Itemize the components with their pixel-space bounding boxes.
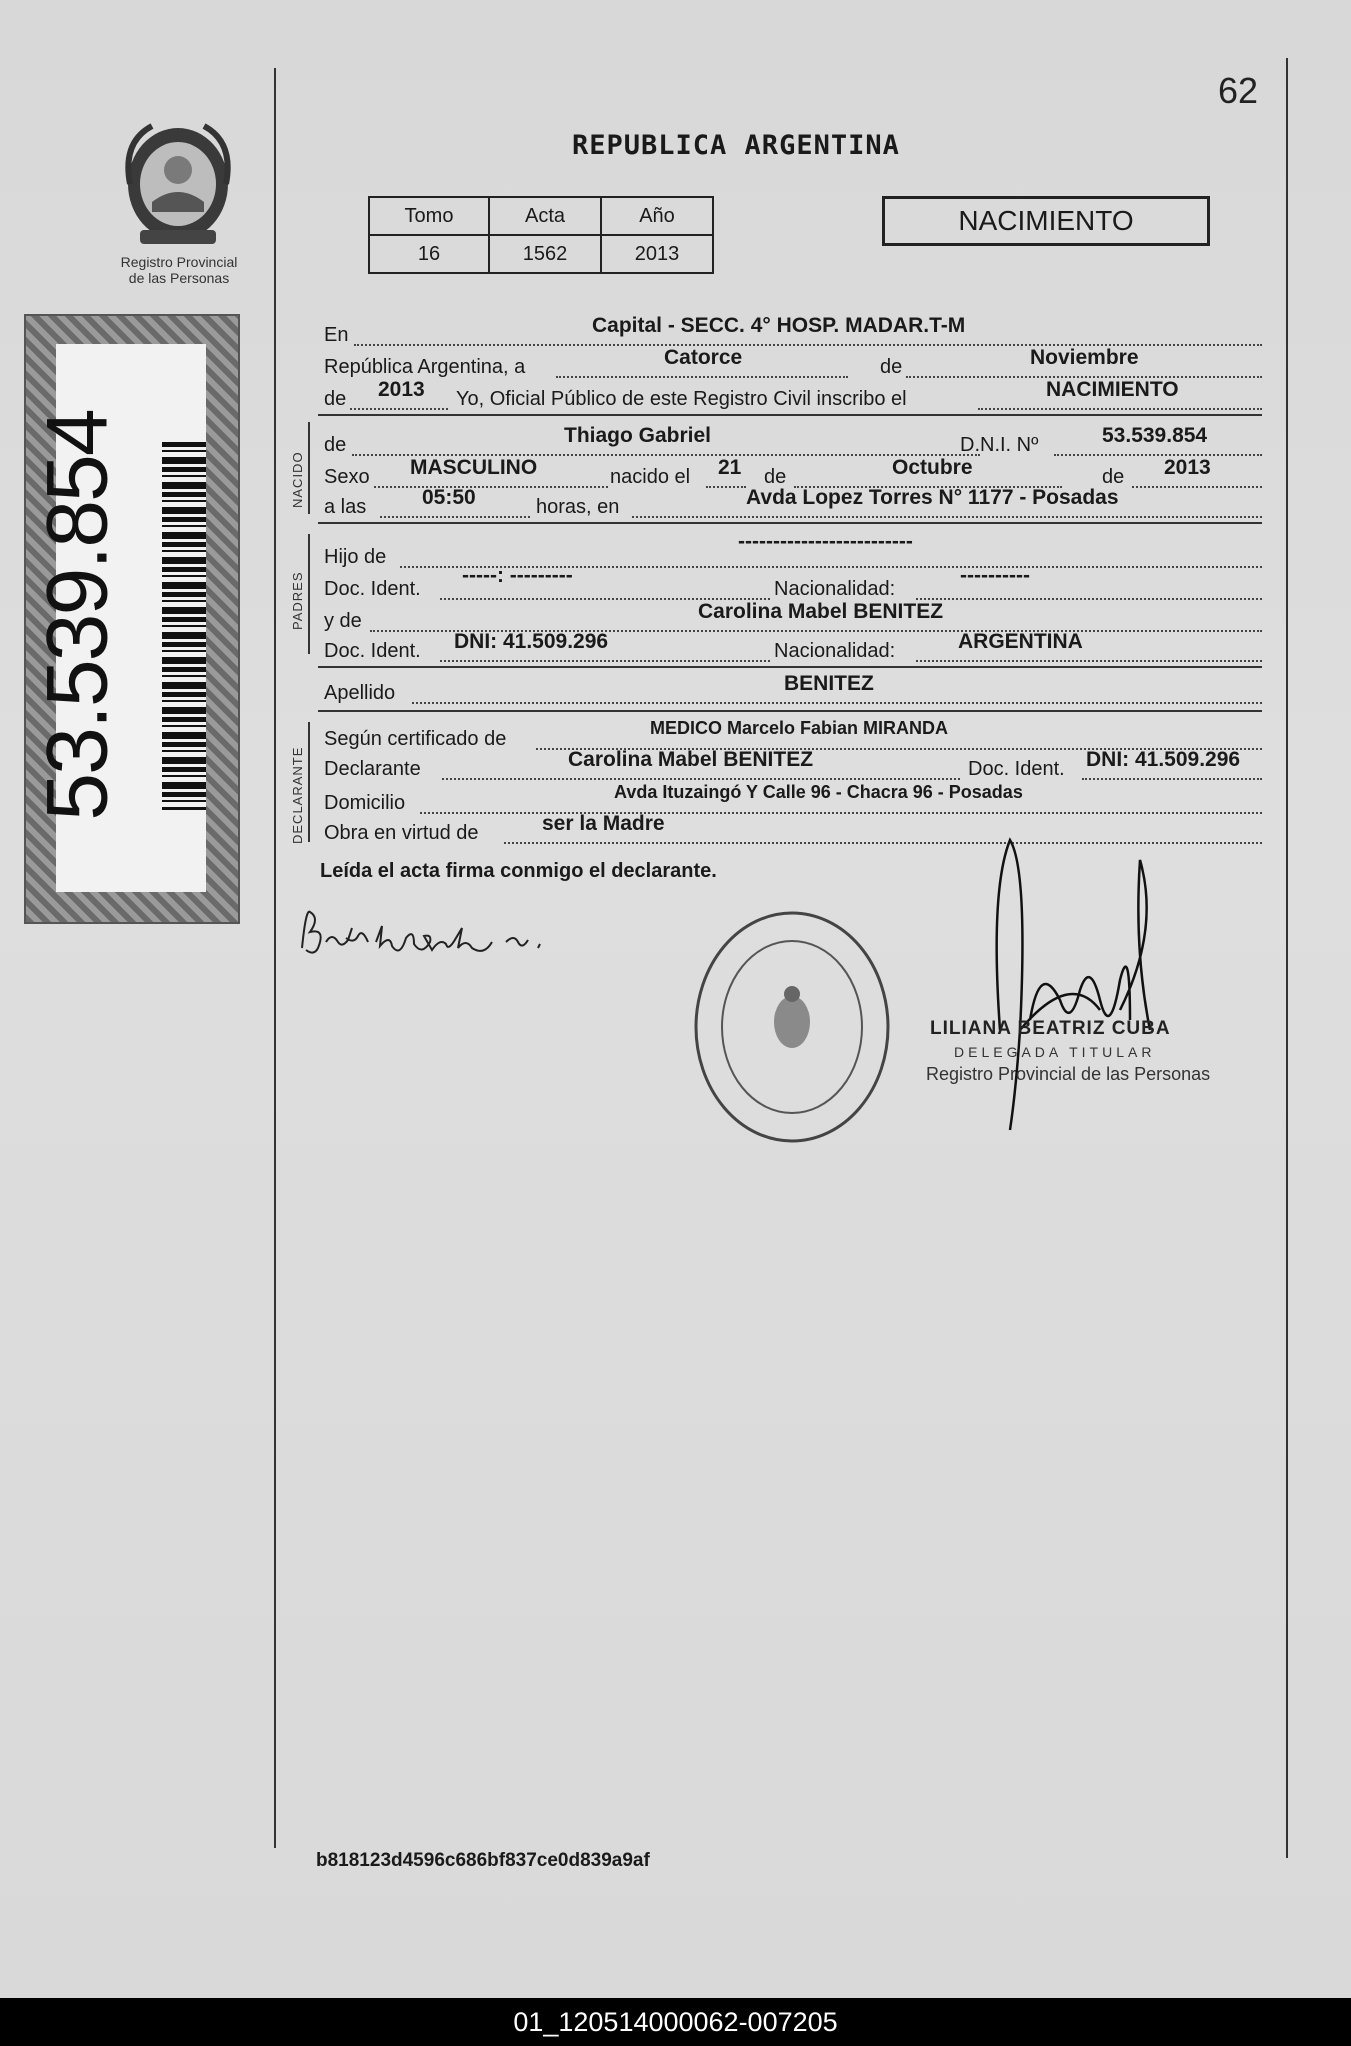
value-acta: 1562 [489,235,601,273]
separator [318,710,1262,712]
crest-caption-line2: de las Personas [128,270,230,286]
label-declarante: Declarante [324,758,421,780]
crest-caption [104,254,254,286]
declarant-signature [296,898,616,968]
header-acta: Acta [489,197,601,235]
header-tomo: Tomo [369,197,489,235]
section-bracket [308,722,310,842]
label-nacionalidad: Nacionalidad: [774,640,896,662]
label-horas-en: horas, en [536,496,620,518]
row-place [324,314,1262,348]
label-de: de [880,356,903,378]
row-declarante [324,748,1262,782]
row-apellido [324,672,1262,706]
value-place: Capital - SECC. 4° HOSP. MADAR.T-M [592,314,966,337]
value-mother-nationality: ARGENTINA [958,630,1083,653]
document-hash: b818123d4596c686bf837ce0d839a9af [316,1850,650,1871]
label-de: de [1102,466,1125,488]
value-day-words: Catorce [664,346,743,369]
official-stamp [692,910,892,1144]
province-crest-icon [112,112,244,252]
officer-name: LILIANA BEATRIZ CUBA [930,1018,1171,1039]
label-de: de [324,434,347,456]
value-mother-doc: DNI: 41.509.296 [454,630,609,653]
value-child-name: Thiago Gabriel [564,424,712,447]
row-time-place [324,486,1262,520]
document-title: REPUBLICA ARGENTINA [572,130,900,161]
row-domicilio [324,782,1262,816]
label-inscribo: Yo, Oficial Público de este Registro Civil inscribo el [456,388,907,410]
closing-statement: Leída el acta firma conmigo el declarante. [320,860,717,882]
separator [318,666,1262,668]
label-doc-ident: Doc. Ident. [968,758,1065,780]
label-domicilio: Domicilio [324,792,406,814]
registry-value-row [369,235,713,273]
section-label-padres: PADRES [290,571,305,630]
row-year [324,378,1262,412]
value-apellido: BENITEZ [784,672,874,695]
value-birth-month: Octubre [892,456,973,479]
dotted-line [412,702,1262,704]
page-number: 62 [1218,70,1259,111]
value-birth-time: 05:50 [422,486,476,509]
dotted-line [1132,486,1262,488]
dotted-line [916,598,1262,600]
value-birth-year: 2013 [1164,456,1211,479]
dotted-line [706,486,746,488]
dotted-line [442,778,960,780]
label-republica: República Argentina, a [324,356,526,378]
dotted-line [350,408,448,410]
scan-footer-code: 01_120514000062-007205 [0,1998,1351,2046]
officer-institution: Registro Provincial de las Personas [926,1064,1211,1084]
section-label-nacido: NACIDO [290,451,305,508]
registry-table [368,196,714,274]
barcode-inner [29,344,206,892]
value-father: ------------------------- [738,530,913,553]
section-label-declarante: DECLARANTE [290,746,305,844]
dotted-line [1082,778,1262,780]
section-bracket [308,422,310,514]
label-en: En [324,324,349,346]
value-declarante: Carolina Mabel BENITEZ [568,748,814,771]
barcode-number: 53.539.854 [29,410,126,821]
registry-header-row [369,197,713,235]
label-dni: D.N.I. Nº [960,434,1039,456]
label-apellido: Apellido [324,682,396,704]
left-margin-line [274,68,276,1848]
value-obra: ser la Madre [542,812,665,835]
separator [318,522,1262,524]
dotted-line [374,486,608,488]
officer-title: DELEGADA TITULAR [954,1044,1156,1060]
label-hijo-de: Hijo de [324,546,387,568]
label-doc-ident: Doc. Ident. [324,640,421,662]
dotted-line [1054,454,1262,456]
value-tomo: 16 [369,235,489,273]
row-date [324,346,1262,380]
dotted-line [440,660,770,662]
label-y-de: y de [324,610,362,632]
value-birth-place: Avda Lopez Torres N° 1177 - Posadas [746,486,1119,509]
label-doc-ident: Doc. Ident. [324,578,421,600]
label-obra-en-virtud: Obra en virtud de [324,822,479,844]
header-anio: Año [601,197,713,235]
label-de: de [324,388,347,410]
value-father-nationality: ---------- [960,564,1030,587]
label-de: de [764,466,787,488]
section-bracket [308,534,310,654]
barcode-panel [24,314,240,924]
label-sexo: Sexo [324,466,370,488]
row-father-doc [324,564,1262,602]
value-anio: 2013 [601,235,713,273]
value-domicilio: Avda Ituzaingó Y Calle 96 - Chacra 96 - Posadas [614,782,1023,802]
value-mother: Carolina Mabel BENITEZ [698,600,944,623]
value-certificate: MEDICO Marcelo Fabian MIRANDA [650,718,949,738]
label-certificado: Según certificado de [324,728,507,750]
value-birth-day: 21 [718,456,742,479]
value-father-doc: -----: --------- [462,564,573,587]
row-mother-doc [324,630,1262,664]
value-inscribo: NACIMIENTO [1046,378,1179,401]
row-child-name [324,424,1262,458]
value-sexo: MASCULINO [410,456,538,479]
right-margin-line [1286,58,1288,1858]
barcode-bars [162,442,206,810]
value-year: 2013 [378,378,425,401]
dotted-line [556,376,848,378]
value-child-dni: 53.539.854 [1102,424,1208,447]
dotted-line [978,408,1262,410]
document-type-box: NACIMIENTO [882,196,1210,246]
dotted-line [380,516,530,518]
separator [318,414,1262,416]
dotted-line [632,516,1262,518]
label-nacionalidad: Nacionalidad: [774,578,896,600]
value-month: Noviembre [1030,346,1139,369]
label-nacido-el: nacido el [610,466,691,488]
officer-signature [920,830,1220,1150]
dotted-line [916,660,1262,662]
label-a-las: a las [324,496,367,518]
crest-caption-line1: Registro Provincial [120,254,238,270]
value-declarante-doc: DNI: 41.509.296 [1086,748,1241,771]
